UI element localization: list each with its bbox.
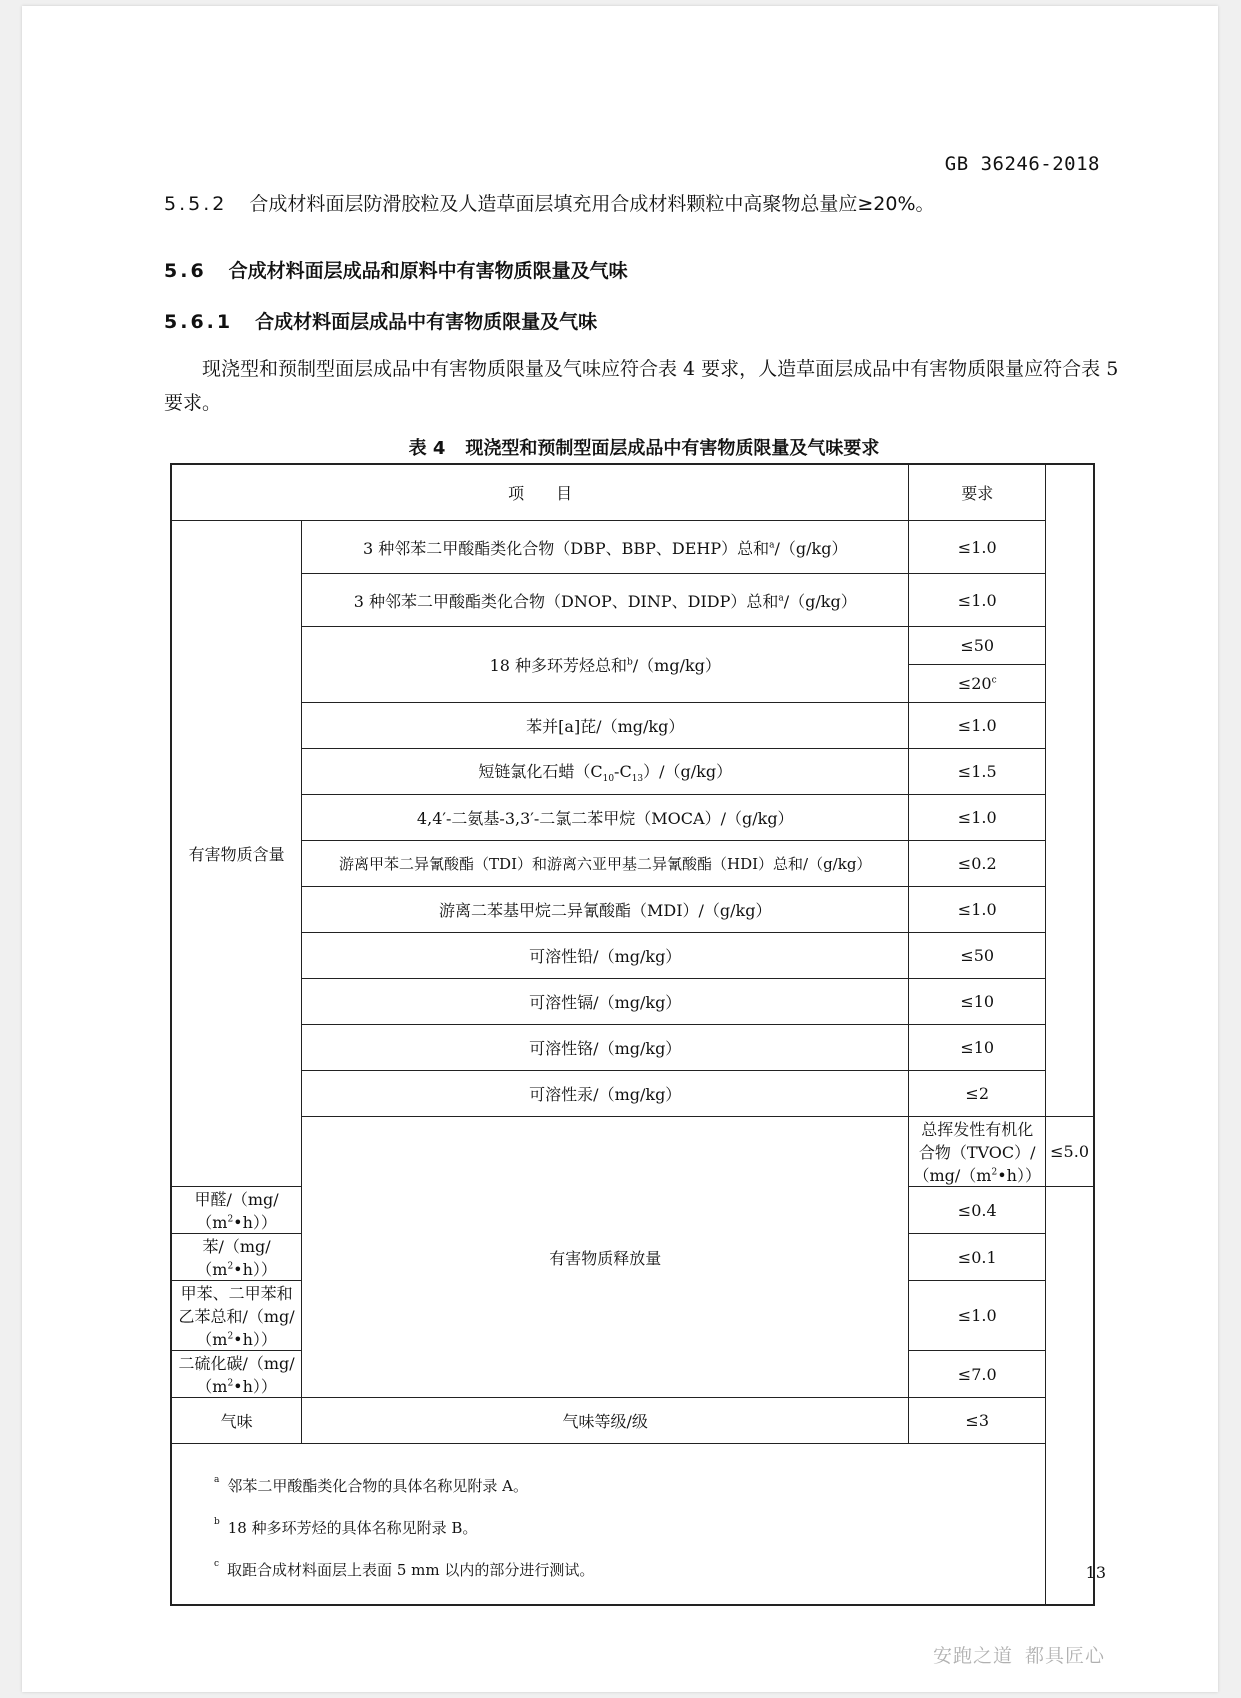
clause-5-6-1-heading bbox=[164, 307, 597, 334]
clause-5-6-heading bbox=[164, 256, 628, 283]
table-row bbox=[171, 1117, 1094, 1187]
item-cell: 可溶性汞/（mg/kg） bbox=[302, 1071, 909, 1117]
header-item: 项 目 bbox=[171, 464, 909, 521]
table-row bbox=[171, 841, 1094, 887]
table-row bbox=[171, 887, 1094, 933]
item-cell: 甲苯、二甲苯和乙苯总和$/(mg/(m^2•h))$ bbox=[171, 1281, 302, 1351]
requirement-cell: ≤5.0 bbox=[1046, 1117, 1094, 1187]
item-cell: 甲醛$/(mg/(m^2•h))$ bbox=[171, 1187, 302, 1234]
table-row bbox=[171, 1398, 1094, 1444]
requirement-cell: ≤2 bbox=[909, 1071, 1046, 1117]
clause-number: 5.5.2 bbox=[164, 193, 228, 215]
header-requirement: 要求 bbox=[909, 464, 1046, 521]
requirement-cell: ≤1.5 bbox=[909, 749, 1046, 795]
item-cell: 18 种多环芳烃总和$^b$/（mg/kg） bbox=[302, 627, 909, 703]
standard-number: GB 36246-2018 bbox=[944, 153, 1100, 175]
page-number: 13 bbox=[1085, 1563, 1106, 1582]
requirement-cell: ≤1.0 bbox=[909, 1281, 1046, 1351]
requirement-cell: ≤1.0 bbox=[909, 887, 1046, 933]
table-row bbox=[171, 795, 1094, 841]
clause-number: 5.6.1 bbox=[164, 311, 234, 333]
clause-heading-text: 合成材料面层成品中有害物质限量及气味 bbox=[255, 311, 598, 333]
requirement-cell: ≤3 bbox=[909, 1398, 1046, 1444]
table-row bbox=[171, 627, 1094, 665]
item-cell: 总挥发性有机化合物$(TVOC)/(mg/(m^2•h))$ bbox=[909, 1117, 1046, 1187]
footnote-c: $^c$ 取距合成材料面层上表面 5 mm 以内的部分进行测试。 bbox=[214, 1559, 595, 1579]
table-notes bbox=[171, 1444, 1046, 1606]
item-cell: 游离二苯基甲烷二异氰酸酯（MDI）/（g/kg） bbox=[302, 887, 909, 933]
document-page bbox=[22, 6, 1218, 1692]
table-row bbox=[171, 1071, 1094, 1117]
table-row bbox=[171, 933, 1094, 979]
clause-number: 5.6 bbox=[164, 260, 207, 282]
item-cell: 二硫化碳$/(mg/(m^2•h))$ bbox=[171, 1351, 302, 1398]
requirement-cell: ≤1.0 bbox=[909, 795, 1046, 841]
table-row bbox=[171, 1025, 1094, 1071]
table-row bbox=[171, 749, 1094, 795]
item-cell: 游离甲苯二异氰酸酯（TDI）和游离六亚甲基二异氰酸酯（HDI）总和/（g/kg） bbox=[302, 841, 909, 887]
item-cell: 可溶性铬/（mg/kg） bbox=[302, 1025, 909, 1071]
requirement-cell: ≤10 bbox=[909, 1025, 1046, 1071]
item-cell: 可溶性铅/（mg/kg） bbox=[302, 933, 909, 979]
item-cell: 短链氯化石蜡$(C_{10}-C_{13})/(g/kg)$ bbox=[302, 749, 909, 795]
requirement-cell: ≤7.0 bbox=[909, 1351, 1046, 1398]
body-paragraph: 现浇型和预制型面层成品中有害物质限量及气味应符合表 4 要求，人造草面层成品中有害物质限量应符合表 5 要求。 bbox=[164, 358, 1119, 414]
requirement-cell: ≤10 bbox=[909, 979, 1046, 1025]
table-row bbox=[171, 521, 1094, 574]
item-cell: 苯并[a]芘/（mg/kg） bbox=[302, 703, 909, 749]
table-row bbox=[171, 979, 1094, 1025]
table-title: 现浇型和预制型面层成品中有害物质限量及气味要求 bbox=[465, 438, 880, 459]
requirement-cell: ≤0.1 bbox=[909, 1234, 1046, 1281]
group-harmful-release: 有害物质释放量 bbox=[302, 1117, 909, 1398]
requirement-cell: ≤0.4 bbox=[909, 1187, 1046, 1234]
clause-5-5-2 bbox=[164, 189, 935, 216]
clause-text: 合成材料面层防滑胶粒及人造草面层填充用合成材料颗粒中高聚物总量应≥20%。 bbox=[249, 193, 935, 215]
item-cell: 3 种邻苯二甲酸酯类化合物（DBP、BBP、DEHP）总和$^a$/（g/kg） bbox=[302, 521, 909, 574]
item-cell: 苯$/(mg/(m^2•h))$ bbox=[171, 1234, 302, 1281]
requirement-cell: $\le 20^c$ bbox=[909, 665, 1046, 703]
footnote-a: $^a$ 邻苯二甲酸酯类化合物的具体名称见附录 A。 bbox=[214, 1475, 528, 1495]
table-notes-row bbox=[171, 1444, 1094, 1606]
table-caption bbox=[164, 434, 1124, 460]
requirement-cell: ≤50 bbox=[909, 933, 1046, 979]
table-row bbox=[171, 574, 1094, 627]
requirement-cell: ≤50 bbox=[909, 627, 1046, 665]
item-cell: 3 种邻苯二甲酸酯类化合物（DNOP、DINP、DIDP）总和$^a$/（g/kg） bbox=[302, 574, 909, 627]
requirement-cell: ≤0.2 bbox=[909, 841, 1046, 887]
item-cell: 气味等级/级 bbox=[302, 1398, 909, 1444]
watermark: 安跑之道 都具匠心 bbox=[932, 1645, 1105, 1667]
requirement-cell: ≤1.0 bbox=[909, 521, 1046, 574]
requirement-cell: ≤1.0 bbox=[909, 574, 1046, 627]
group-harmful-content: 有害物质含量 bbox=[171, 521, 302, 1187]
footnote-b: $^b$ 18 种多环芳烃的具体名称见附录 B。 bbox=[214, 1517, 478, 1537]
item-cell: 4,4′-二氨基-3,3′-二氯二苯甲烷（MOCA）/（g/kg） bbox=[302, 795, 909, 841]
requirement-cell: ≤1.0 bbox=[909, 703, 1046, 749]
table-number: 表 4 bbox=[408, 438, 446, 459]
table-header-row bbox=[171, 464, 1094, 521]
limits-table bbox=[170, 463, 1095, 1606]
group-odor: 气味 bbox=[171, 1398, 302, 1444]
item-cell: 可溶性镉/（mg/kg） bbox=[302, 979, 909, 1025]
clause-heading-text: 合成材料面层成品和原料中有害物质限量及气味 bbox=[228, 260, 628, 282]
table-row bbox=[171, 703, 1094, 749]
